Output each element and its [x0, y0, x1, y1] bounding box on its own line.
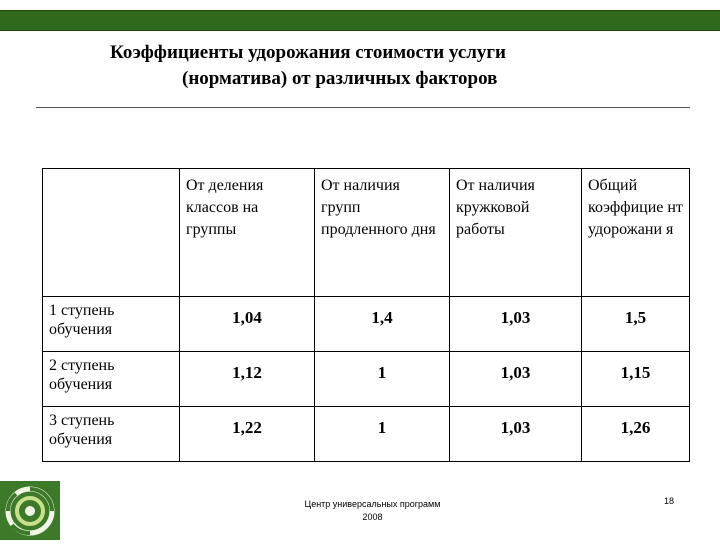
organization-logo: [0, 481, 60, 540]
header-cell-empty: [43, 169, 180, 297]
value-cell: 1,26: [582, 407, 690, 462]
value-cell: 1: [315, 352, 450, 407]
row-label: 1 ступень обучения: [43, 297, 180, 352]
logo-emblem-icon: [0, 481, 60, 540]
footer-caption: [250, 498, 495, 524]
value-cell: 1,12: [180, 352, 315, 407]
value-cell: 1,03: [450, 297, 582, 352]
coefficients-table: [42, 168, 690, 462]
table-header-row: [43, 169, 690, 297]
row-label: 2 ступень обучения: [43, 352, 180, 407]
value-cell: 1,5: [582, 297, 690, 352]
title-divider: [36, 107, 690, 108]
table-row: [43, 407, 690, 462]
header-cell-class-division: От деления классов на группы: [180, 169, 315, 297]
footer-organization: Центр универсальных программ: [304, 499, 441, 509]
header-cell-total: Общий коэффицие нт удорожани я: [582, 169, 690, 297]
title-line-2: (норматива) от различных факторов: [182, 68, 498, 89]
table-row: [43, 352, 690, 407]
value-cell: 1,22: [180, 407, 315, 462]
title-line-1: Коэффициенты удорожания стоимости услуги: [110, 42, 507, 63]
header-cell-clubs: От наличия кружковой работы: [450, 169, 582, 297]
value-cell: 1,04: [180, 297, 315, 352]
header-bar: [0, 10, 720, 31]
row-label: 3 ступень обучения: [43, 407, 180, 462]
value-cell: 1: [315, 407, 450, 462]
slide-title: [90, 40, 650, 92]
footer-year: 2008: [362, 512, 383, 522]
value-cell: 1,15: [582, 352, 690, 407]
value-cell: 1,4: [315, 297, 450, 352]
page-number: 18: [664, 496, 675, 506]
value-cell: 1,03: [450, 407, 582, 462]
value-cell: 1,03: [450, 352, 582, 407]
table-row: [43, 297, 690, 352]
header-cell-extended-day: От наличия групп продленного дня: [315, 169, 450, 297]
